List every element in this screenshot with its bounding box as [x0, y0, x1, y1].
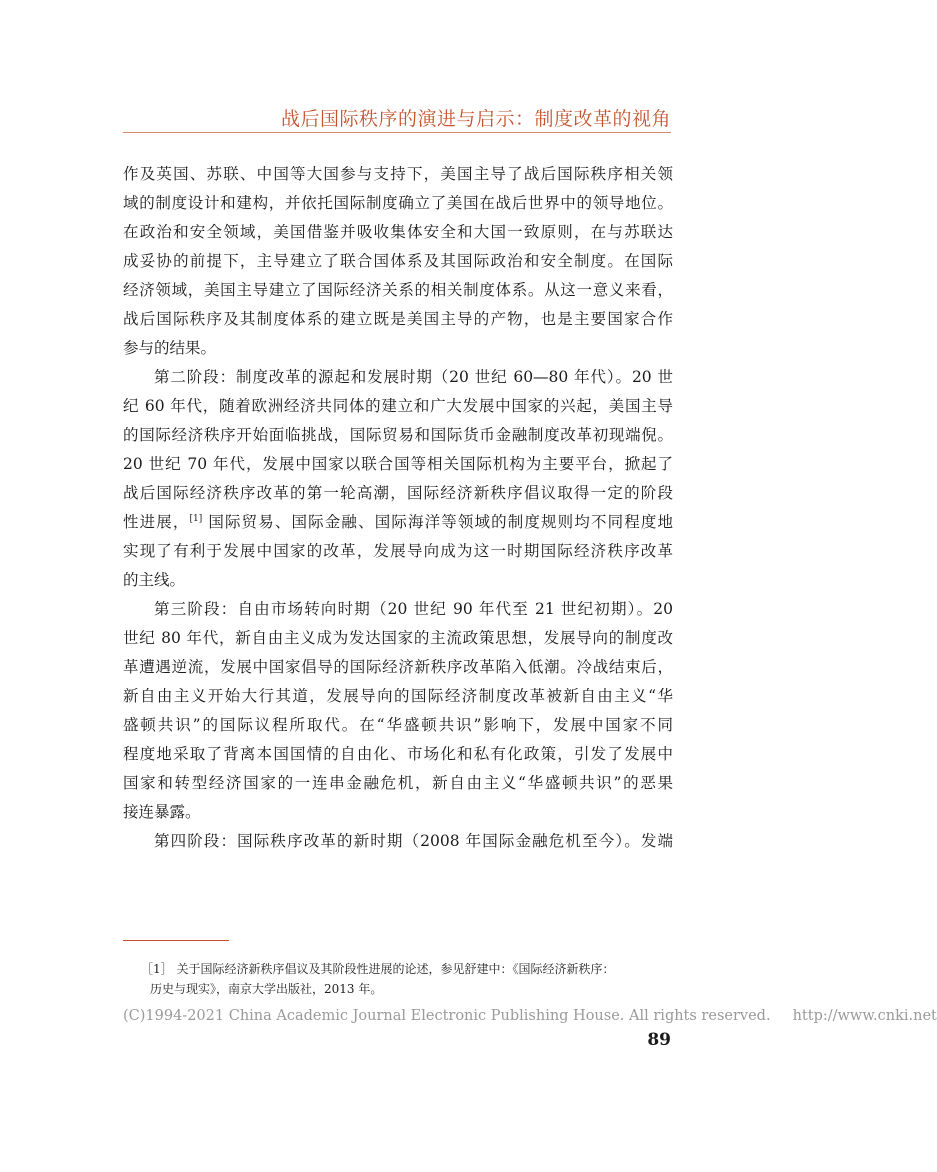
body-text — [123, 160, 673, 856]
text-line: 实现了有利于发展中国家的改革，发展导向成为这一时期国际经济秩序改革 — [123, 542, 673, 560]
text-line-with-footnote — [123, 508, 673, 537]
text-line: 在政治和安全领域，美国借鉴并吸收集体安全和大国一致原则，在与苏联达 — [123, 223, 673, 241]
footnote-reference[interactable]: [1] — [189, 514, 203, 524]
text-line: 新自由主义开始大行其道，发展导向的国际经济制度改革被新自由主义“华 — [123, 687, 673, 705]
text-line: 第四阶段：国际秩序改革的新时期（2008 年国际金融危机至今）。发端 — [154, 832, 673, 850]
running-header: 战后国际秩序的演进与启示：制度改革的视角 — [280, 108, 671, 130]
footnote-line: 历史与现实》，南京大学出版社，2013 年。 — [150, 982, 383, 996]
footnote-rule — [123, 940, 229, 941]
text-line: 的国际经济秩序开始面临挑战，国际贸易和国际货币金融制度改革初现端倪。 — [123, 426, 673, 444]
footnote-line: ［1］ 关于国际经济新秩序倡议及其阶段性进展的论述，参见舒建中：《国际经济新秩序： — [141, 962, 615, 976]
text-line: 战后国际经济秩序改革的第一轮高潮，国际经济新秩序倡议取得一定的阶段 — [123, 484, 673, 502]
text-line: 国家和转型经济国家的一连串金融危机，新自由主义“华盛顿共识”的恶果 — [123, 774, 673, 792]
text-line: 20 世纪 70 年代，发展中国家以联合国等相关国际机构为主要平台，掀起了 — [123, 455, 673, 473]
text-line: 盛顿共识”的国际议程所取代。在“华盛顿共识”影响下，发展中国家不同 — [123, 716, 673, 734]
text-line: 成妥协的前提下，主导建立了联合国体系及其国际政治和安全制度。在国际 — [123, 252, 673, 270]
text-segment: 国际贸易、国际金融、国际海洋等领域的制度规则均不同程度地 — [208, 513, 673, 531]
text-line: 战后国际秩序及其制度体系的建立既是美国主导的产物，也是主要国家合作 — [123, 310, 673, 328]
text-line: 程度地采取了背离本国国情的自由化、市场化和私有化政策，引发了发展中 — [123, 745, 673, 763]
text-line: 经济领域，美国主导建立了国际经济关系的相关制度体系。从这一意义来看， — [123, 281, 673, 299]
text-line: 革遭遇逆流，发展中国家倡导的国际经济新秩序改革陷入低潮。冷战结束后， — [123, 658, 673, 676]
page-number: 89 — [647, 1030, 671, 1050]
footnote — [141, 959, 671, 999]
text-line: 的主线。 — [123, 571, 186, 589]
text-segment: 性进展， — [123, 513, 190, 531]
copyright-notice: (C)1994-2021 China Academic Journal Electronic Publishing House. All rights reserved. — [123, 1008, 771, 1024]
text-line: 参与的结果。 — [123, 339, 217, 357]
text-line: 纪 60 年代，随着欧洲经济共同体的建立和广大发展中国家的兴起，美国主导 — [123, 397, 673, 415]
text-line: 第二阶段：制度改革的源起和发展时期（20 世纪 60—80 年代）。20 世 — [154, 368, 673, 386]
header-rule — [123, 132, 671, 133]
text-line: 域的制度设计和建构，并依托国际制度确立了美国在战后世界中的领导地位。 — [123, 194, 673, 212]
text-line: 世纪 80 年代，新自由主义成为发达国家的主流政策思想，发展导向的制度改 — [123, 629, 673, 647]
copyright-watermark — [123, 1008, 937, 1024]
text-line: 作及英国、苏联、中国等大国参与支持下，美国主导了战后国际秩序相关领 — [123, 165, 673, 183]
text-line: 第三阶段：自由市场转向时期（20 世纪 90 年代至 21 世纪初期）。20 — [154, 600, 673, 618]
copyright-url[interactable]: http://www.cnki.net — [792, 1008, 937, 1024]
text-line: 接连暴露。 — [123, 803, 201, 821]
